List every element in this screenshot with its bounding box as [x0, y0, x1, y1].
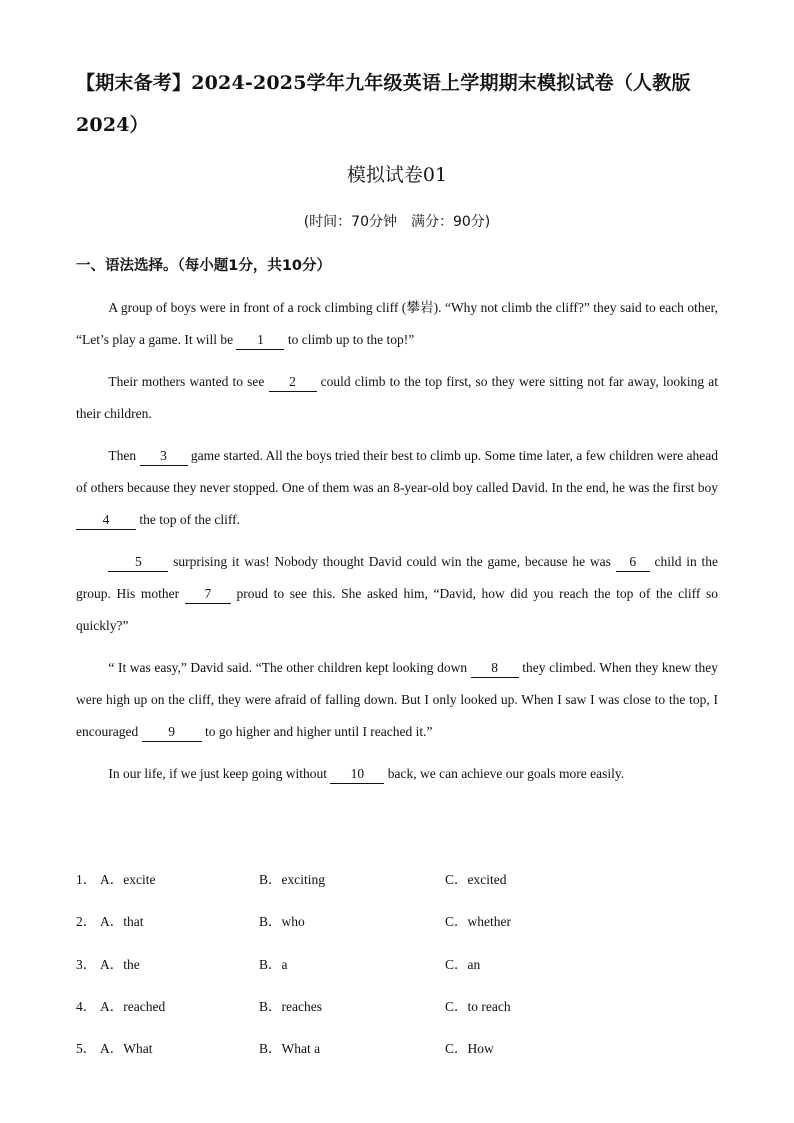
- question-number: 3．: [76, 956, 97, 972]
- option-c[interactable]: C．whether: [445, 914, 511, 930]
- text: they climbed. When they knew they were high up on the cliff, they were afraid of falling down. But I only looked up. When I saw I was close to the top, I encouraged: [76, 660, 718, 739]
- option-b[interactable]: B．who: [259, 914, 305, 930]
- option-b[interactable]: B．a: [259, 956, 288, 972]
- option-row: [76, 995, 718, 1037]
- option-a[interactable]: A．the: [100, 956, 140, 972]
- question-number: 4．: [76, 998, 97, 1014]
- blank-2: 2: [269, 373, 317, 392]
- text: game started. All the boys tried their best to climb up. Some time later, a few children were ahead of others because they never stopped. One of them was an 8-year-old boy called David. In the end, he was the first boy: [76, 448, 718, 495]
- option-b[interactable]: B．reaches: [259, 998, 322, 1014]
- option-b[interactable]: B．exciting: [259, 872, 325, 887]
- option-b[interactable]: B．What a: [259, 1041, 321, 1057]
- question-number: 1．: [76, 872, 97, 887]
- exam-title: 【期末备考】2024-2025学年九年级英语上学期期末模拟试卷（人教版2024）: [76, 72, 691, 136]
- exam-meta: (时间：70分钟 满分：90分): [303, 214, 491, 230]
- exam-subtitle: 模拟试卷01: [346, 164, 448, 186]
- text: to go higher and higher until I reached it.”: [201, 724, 433, 739]
- blank-5: 5: [108, 553, 168, 572]
- cloze-passage: [76, 292, 718, 800]
- option-row: [76, 953, 718, 995]
- blank-1: 1: [236, 331, 284, 350]
- paragraph-6: [76, 758, 718, 790]
- text: Their mothers wanted to see: [108, 374, 269, 389]
- paragraph-4: [76, 546, 718, 642]
- text: to climb up to the top!”: [284, 332, 415, 347]
- blank-4: 4: [76, 511, 136, 530]
- blank-3: 3: [140, 447, 188, 466]
- option-a[interactable]: A．reached: [100, 998, 166, 1014]
- option-c[interactable]: C．an: [445, 956, 481, 972]
- text: back, we can achieve our goals more easily.: [384, 766, 625, 781]
- option-a[interactable]: A．What: [100, 1041, 153, 1057]
- option-row: [76, 1037, 718, 1079]
- question-number: 2．: [76, 914, 97, 930]
- option-c[interactable]: C．to reach: [445, 998, 511, 1014]
- blank-9: 9: [142, 723, 202, 742]
- section-heading: 一、语法选择。（每小题1分，共10分）: [76, 258, 332, 274]
- paragraph-2: [76, 366, 718, 430]
- option-row: [76, 868, 718, 910]
- blank-7: 7: [185, 585, 231, 604]
- paragraph-1: [76, 292, 718, 356]
- option-c[interactable]: C．excited: [445, 872, 507, 887]
- question-number: 5．: [76, 1041, 97, 1057]
- text: child in the group. His mother: [76, 554, 718, 601]
- blank-8: 8: [471, 659, 519, 678]
- text: proud to see this. She asked him, “David, how did you reach the top of the cliff so quickly?”: [76, 586, 718, 633]
- text: could climb to the top first, so they were sitting not far away, looking at their children.: [76, 374, 719, 421]
- text: “ It was easy,” David said. “The other children kept looking down: [108, 660, 471, 675]
- paragraph-5: [76, 652, 718, 748]
- answer-options: [76, 868, 718, 1079]
- text: Then: [108, 448, 140, 463]
- option-row: [76, 910, 718, 952]
- text: the top of the cliff.: [136, 512, 240, 527]
- text: surprising it was! Nobody thought David could win the game, because he was: [168, 554, 616, 569]
- paragraph-3: [76, 440, 718, 536]
- blank-6: 6: [616, 553, 650, 572]
- text: In our life, if we just keep going without: [108, 766, 331, 781]
- option-a[interactable]: A．that: [100, 914, 144, 930]
- blank-10: 10: [330, 765, 384, 784]
- option-a[interactable]: A．excite: [100, 872, 156, 887]
- option-c[interactable]: C．How: [445, 1041, 494, 1057]
- text: A group of boys were in front of a rock climbing cliff (攀岩). “Why not climb the cliff?” they said to each other, “Let’s play a game. It will be: [76, 300, 718, 347]
